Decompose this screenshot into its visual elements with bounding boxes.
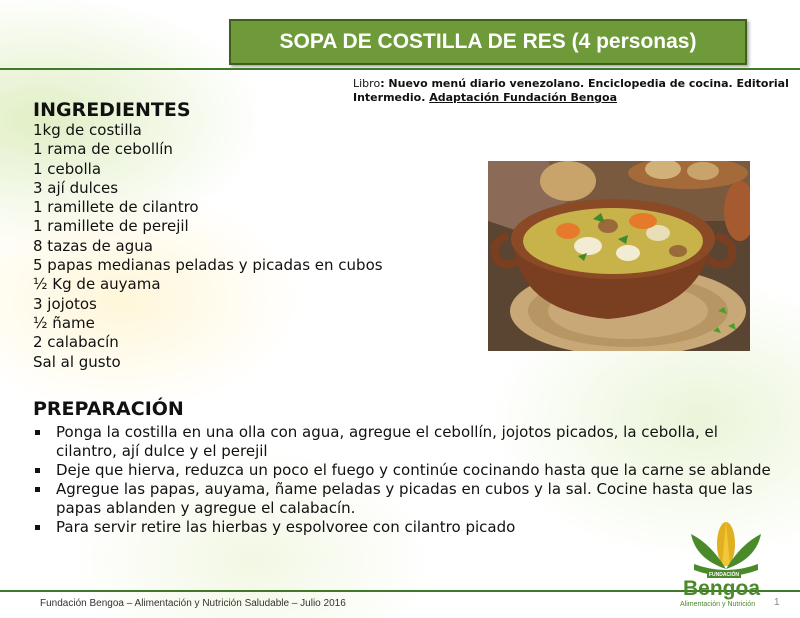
ingredient-item: 8 tazas de agua <box>33 236 153 255</box>
preparation-step <box>33 480 773 518</box>
ingredient-item: ½ ñame <box>33 313 95 332</box>
step-text: Para servir retire las hierbas y espolvoree con cilantro picado <box>56 518 516 536</box>
preparation-step <box>33 461 773 480</box>
preparation-step <box>33 518 773 537</box>
ingredient-item: 1 ramillete de cilantro <box>33 198 199 217</box>
preparation-list <box>33 423 773 537</box>
logo-wordmark: Bengoa <box>683 577 761 600</box>
ingredient-item: ½ Kg de auyama <box>33 275 161 294</box>
source-link[interactable]: Adaptación Fundación Bengoa <box>429 91 618 104</box>
top-divider <box>0 68 800 70</box>
ingredient-item: 5 papas medianas peladas y picadas en cubos <box>33 256 383 275</box>
square-bullet-icon <box>35 430 40 435</box>
ingredient-item: 2 calabacín <box>33 333 119 352</box>
square-bullet-icon <box>35 525 40 530</box>
ingredient-item: 1kg de costilla <box>33 121 142 139</box>
square-bullet-icon <box>35 468 40 473</box>
footer-text: Fundación Bengoa – Alimentación y Nutrición Saludable – Julio 2016 <box>40 598 346 609</box>
ingredients-list <box>33 121 383 372</box>
step-text: Ponga la costilla en una olla con agua, agregue el cebollín, jojotos picados, la cebolla, el cilantro, ají dulce y el perejil <box>56 423 718 460</box>
preparation-heading: PREPARACIÓN <box>33 398 184 420</box>
ingredient-item: 1 ramillete de perejil <box>33 217 189 236</box>
ingredient-item: 3 ají dulces <box>33 178 119 197</box>
page-number: 1 <box>774 597 780 608</box>
ingredient-item: 1 rama de cebollín <box>33 140 173 159</box>
source-text: : Nuevo menú diario venezolano. Enciclopedia de cocina. Editorial Intermedio. <box>353 77 789 104</box>
soup-photo <box>488 161 750 351</box>
preparation-step <box>33 423 773 461</box>
soup-bowl-illustration <box>488 161 750 351</box>
step-text: Deje que hierva, reduzca un poco el fuego y continúe cocinando hasta que la carne se ablande <box>56 461 771 479</box>
square-bullet-icon <box>35 487 40 492</box>
ingredient-item: Sal al gusto <box>33 352 121 371</box>
logo-foundation-label: FUNDACIÓN <box>709 572 739 578</box>
source-label: Libro <box>353 77 381 90</box>
step-text: Agregue las papas, auyama, ñame peladas y picadas en cubos y la sal. Cocine hasta que las papas ablanden y agregue el calabacín. <box>56 480 753 517</box>
ingredients-heading: INGREDIENTES <box>33 99 191 121</box>
ingredient-item: 1 cebolla <box>33 159 102 178</box>
ingredient-item: 3 jojotos <box>33 294 97 313</box>
source-citation <box>353 77 793 105</box>
logo-tagline: Alimentación y Nutrición <box>680 601 756 608</box>
recipe-title: SOPA DE COSTILLA DE RES (4 personas) <box>229 19 747 65</box>
